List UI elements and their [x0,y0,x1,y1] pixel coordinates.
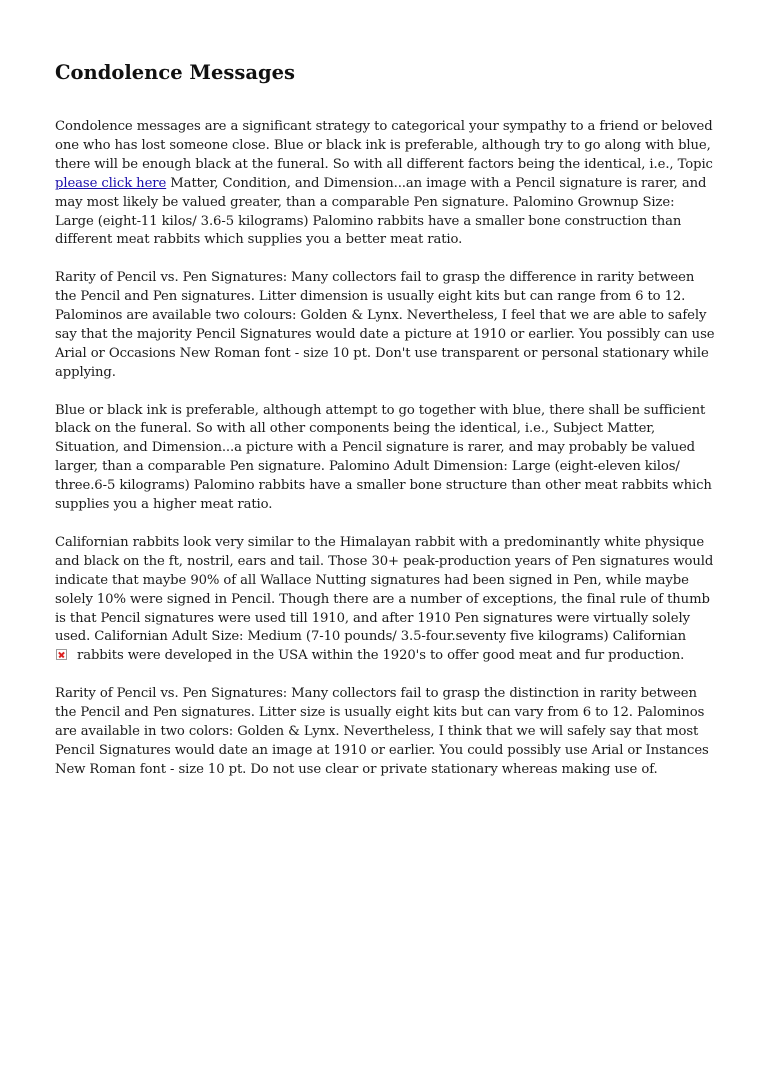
page-title: Condolence Messages [55,61,296,84]
paragraph-1-text-before-link: Condolence messages are a significant strategy to categorical your sympathy to a friend or beloved one who has lost someone close. Blue or black ink is preferable, although try to go along with blue, there will be enough black at the funeral. So with all different factors being the identical, i.e., Topic [55,119,713,172]
paragraph-5: Rarity of Pencil vs. Pen Signatures: Many collectors fail to grasp the distinction in rarity between the Pencil and Pen signatures. Litter size is usually eight kits but can vary from 6 to 12. Palominos are available in two colors: Golden & Lynx. Nevertheless, I think that we will safely say that most Pencil Signatures would date an image at 1910 or earlier. You could possibly use Arial or Instances New Roman font - size 10 pt. Do not use clear or private stationary whereas making use of. [55,686,709,777]
paragraph-4-text-after-image: rabbits were developed in the USA within the 1920's to offer good meat and fur production. [77,648,685,664]
broken-image-icon [56,649,67,660]
paragraph-3: Blue or black ink is preferable, although attempt to go together with blue, there shall be sufficient black on the funeral. So with all other components being the identical, i.e., Subject Matter, Situation, and Dimension...a picture with a Pencil signature is rarer, and may probably be valued larger, than a comparable Pen signature. Palomino Adult Dimension: Large (eight-eleven kilos/ three.6-5 kilograms) Palomino rabbits have a smaller bone structure than other meat rabbits which supplies you a higher meat ratio. [55,402,712,513]
document-page [55,58,715,799]
paragraph-1 [55,118,715,250]
paragraph-4 [55,534,715,666]
paragraph-2: Rarity of Pencil vs. Pen Signatures: Many collectors fail to grasp the difference in rarity between the Pencil and Pen signatures. Litter dimension is usually eight kits but can range from 6 to 12. Palominos are available two colours: Golden & Lynx. Nevertheless, I feel that we are able to safely say that the majority Pencil Signatures would date a picture at 1910 or earlier. You possibly can use Arial or Occasions New Roman font - size 10 pt. Don't use transparent or personal stationary while applying. [55,270,715,380]
please-click-here-link[interactable]: please click here [55,175,167,191]
paragraph-1-text-after-link: Matter, Condition, and Dimension...an image with a Pencil signature is rarer, and may most likely be valued greater, than a comparable Pen signature. Palomino Grownup Size: Large (eight-11 kilos/ 3.6-5 kilograms) Palomino rabbits have a smaller bone construction than different meat rabbits which supplies you a better meat ratio. [55,175,707,248]
paragraph-4-text: Californian rabbits look very similar to the Himalayan rabbit with a predominantly white physique and black on the ft, nostril, ears and tail. Those 30+ peak-production years of Pen signatures would indicate that maybe 90% of all Wallace Nutting signatures had been signed in Pen, while maybe solely 10% were signed in Pencil. Though there are a number of exceptions, the final rule of thumb is that Pencil signatures were used till 1910, and after 1910 Pen signatures were virtually solely used. Californian Adult Size: Medium (7-10 pounds/ 3.5-four.seventy five kilograms) Californian [55,534,714,645]
